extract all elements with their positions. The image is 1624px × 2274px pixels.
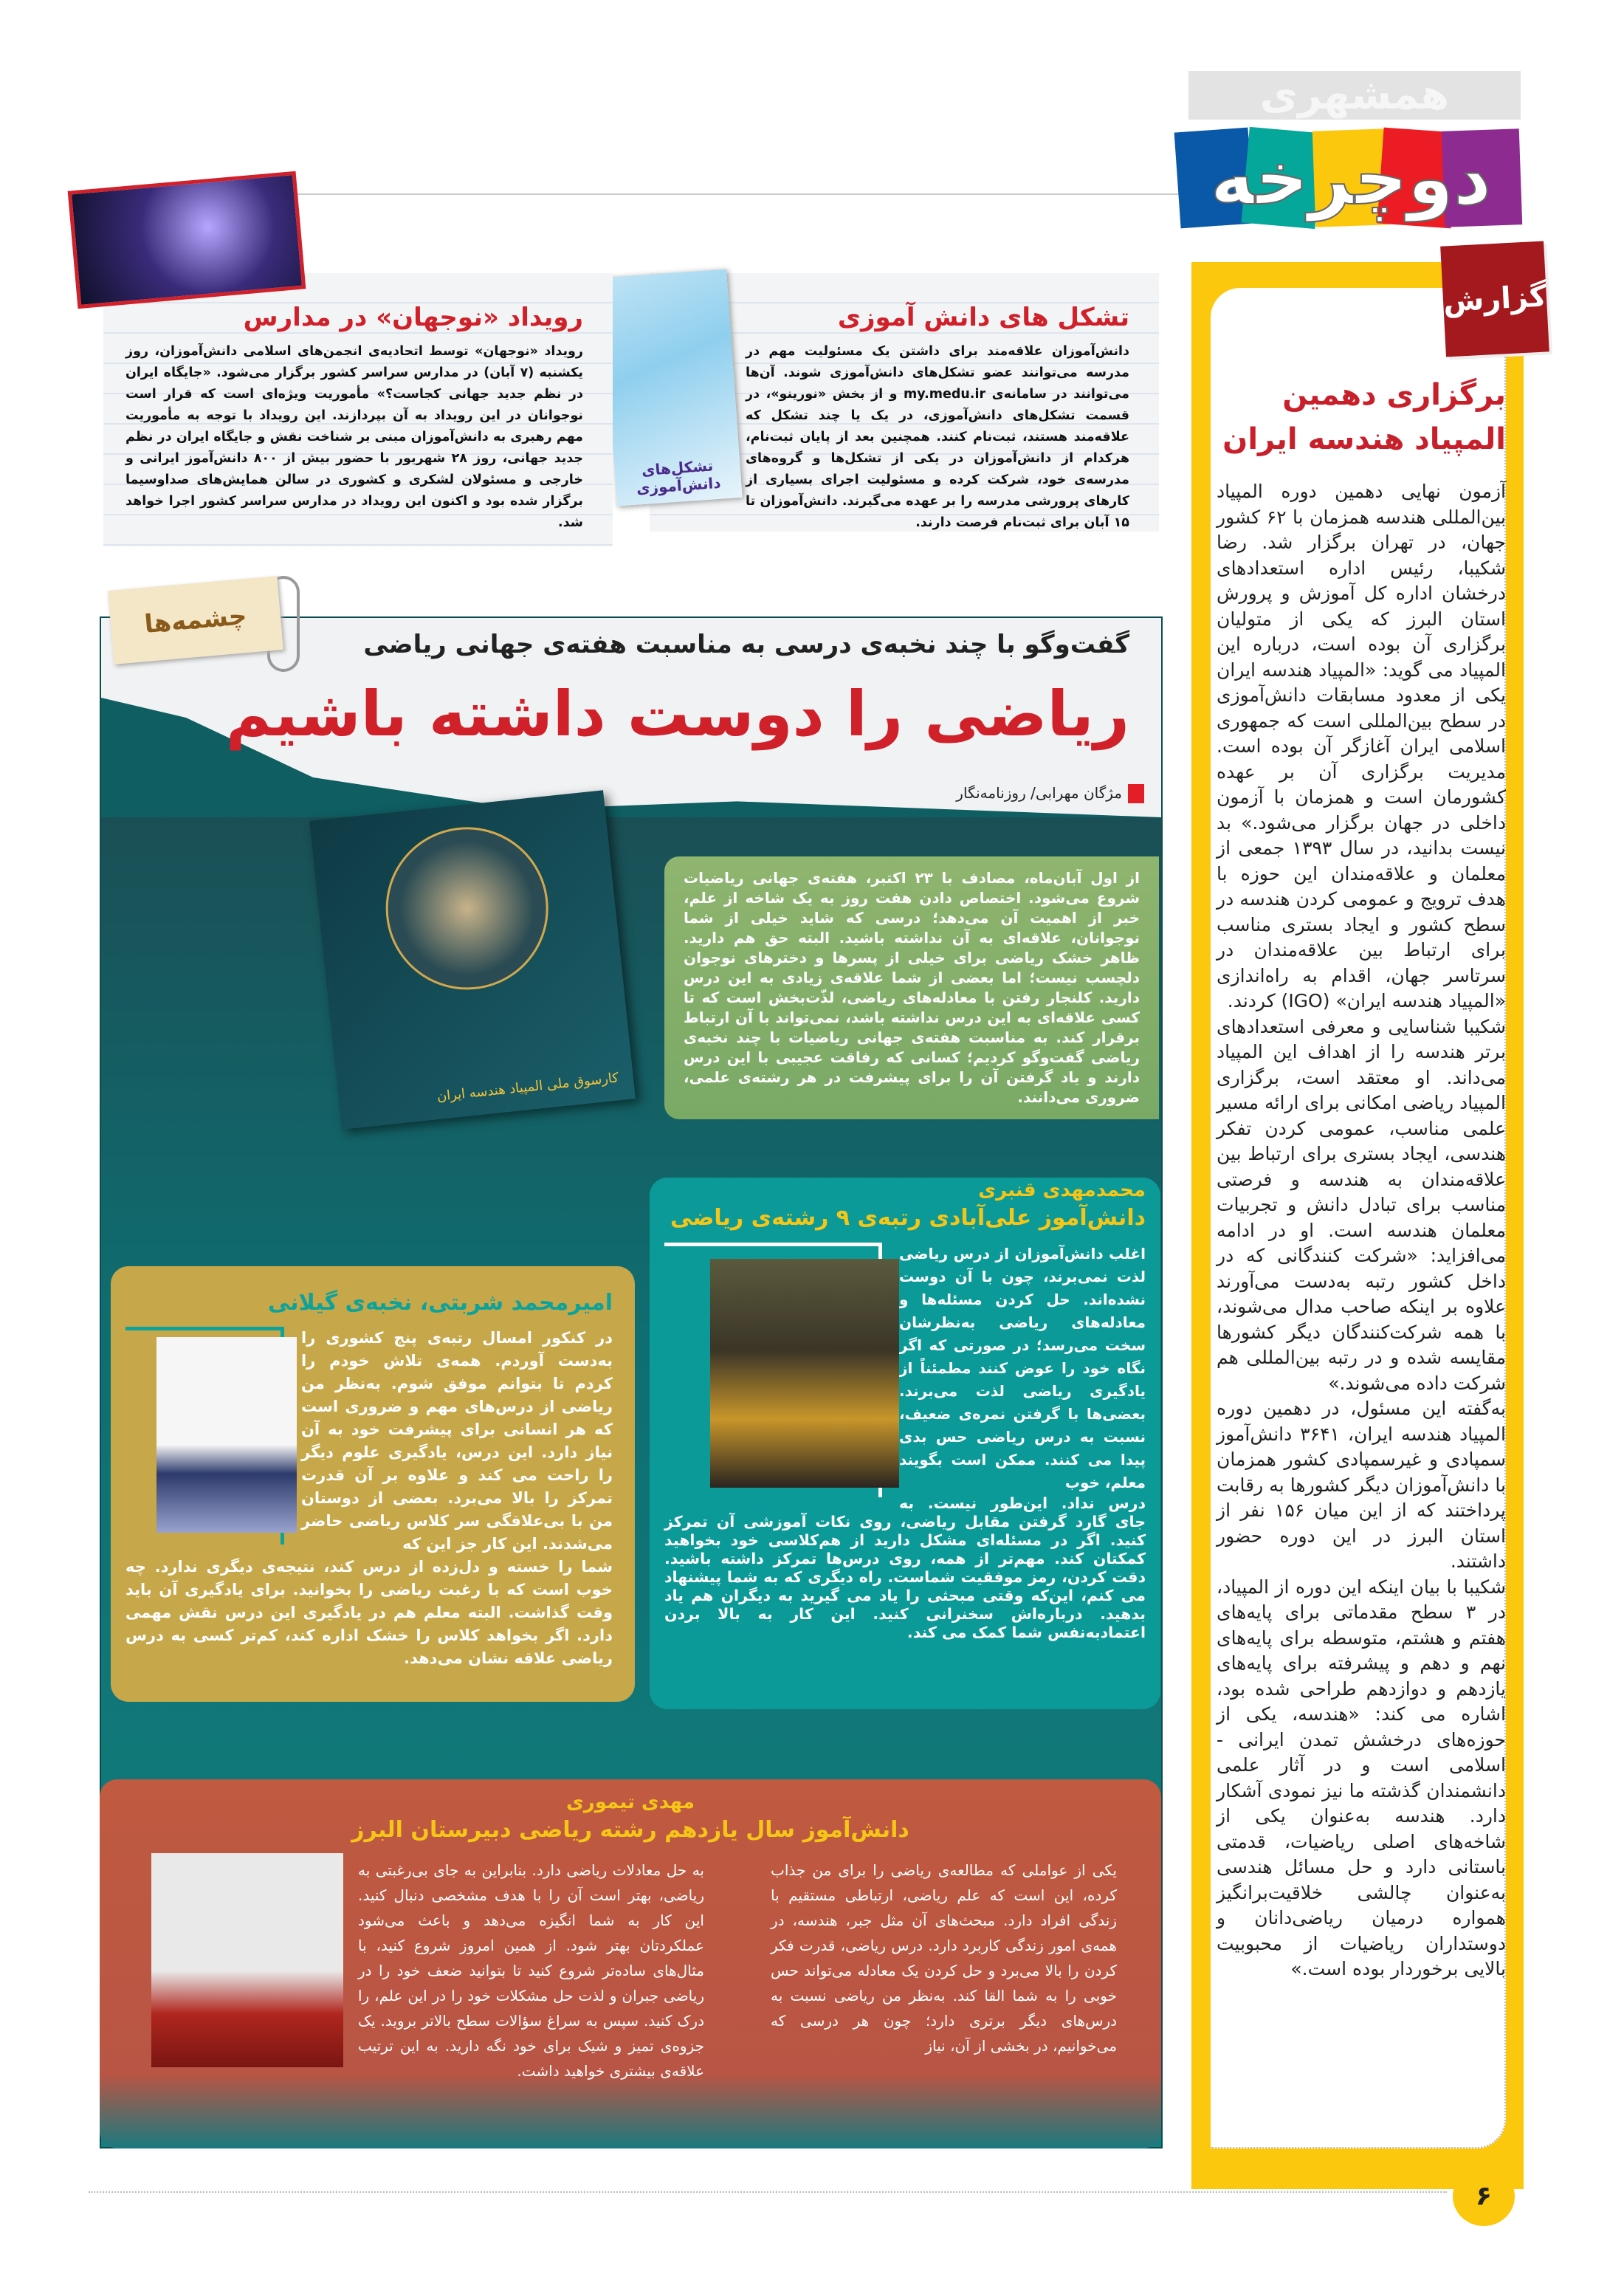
report-body bbox=[1217, 479, 1506, 1982]
interviewee-name: امیرمحمد شربتی، نخبه‌ی گیلانی bbox=[267, 1290, 613, 1316]
report-title bbox=[1217, 373, 1506, 461]
interview-text: در کنکور امسال رتبه‌ی پنج کشوری را به‌دست آوردم. همه‌ی تلاش خودم را کردم تا بتوانم موفق شوم. به‌نظر من ریاضی از درس‌های مهم و ضروری است که هر انسانی برای پیشرفت خود به آن نیاز دارد. این درس، یادگیری علوم دیگر را راحت می کند و علاوه بر آن قدرت تمرکز را بالا می‌برد. بعضی از دوستان من با بی‌علاقگی سر کلاس ریاضی حاضر می‌شدند. این کار جز این که bbox=[301, 1329, 613, 1553]
report-column bbox=[1217, 373, 1506, 1982]
interview-text: اغلب دانش‌آموزان از درس ریاضی لذت نمی‌برند، چون با آن دوست نشده‌اند. حل کردن مسئله‌ها و معادله‌های ریاضی به‌نظرشان سخت می‌رسد؛ در صورتی که اگر نگاه خود را عوض کنند مطمئناً از یادگیری ریاضی لذت می‌برند. بعضی‌ها با گرفتن نمره‌ی ضعیف، نسبت به درس ریاضی حس بدی پیدا می کنند. ممکن است بگویند معلم، خوب bbox=[899, 1245, 1146, 1491]
portrait-photo bbox=[710, 1259, 899, 1488]
photo-block bbox=[664, 1243, 886, 1501]
olympiad-poster bbox=[309, 790, 636, 1130]
photo-block bbox=[125, 1327, 288, 1548]
interviewee-name: محمدمهدی قنبری bbox=[978, 1179, 1146, 1201]
bottom-divider bbox=[89, 2191, 1447, 2193]
feature-headline: ریاضی را دوست داشته باشیم bbox=[225, 678, 1129, 750]
news-body: رویداد «نوجهان» توسط اتحادیه‌ی انجمن‌های اسلامی دانش‌آموزان، روز یکشنبه (۷ آبان) در مدارس سراسر کشور برگزار می‌شود. «جایگاه ایران در نظم جدید جهانی کجاست؟» مأموریت ویژه‌ای است که قرار است نوجوانان در این رویداد به آن بپردازند. این رویداد با توجه به مأموریت مهم رهبری به دانش‌آموزان مبنی بر شناخت نقش و جایگاه ایران در نظم جدید جهانی، روز ۲۸ شهریور با حضور بیش از ۸۰۰ دانش‌آموز ایرانی و خارجی و مسئولان لشکری و کشوری در سالن همایش‌های صداوسیما برگزار شده بود و اکنون این رویداد در مدارس سراسر کشور اجرا خواهد شد. bbox=[125, 344, 584, 530]
paragraph: به‌گفته این مسئول، در دهمین دوره المپیاد هندسه ایران، ۳۶۴۱ دانش‌آموز سمپادی و غیرسمپادی کشور همزمان با دانش‌آموزان دیگر کشورها به رقابت پرداختند که از این میان ۱۵۶ نفر از استان البرز در این دوره حضور داشتند. bbox=[1217, 1398, 1507, 1572]
author: مژگان مهرابی/ روزنامه‌نگار bbox=[956, 784, 1122, 802]
news-card-nojahan-event bbox=[103, 273, 613, 546]
poster-text: تشکل‌های دانش‌آموزی bbox=[636, 456, 722, 498]
magazine-logo bbox=[1177, 130, 1524, 241]
interview-sharbati bbox=[111, 1266, 635, 1702]
interview-text-column: به حل معادلات ریاضی دارد. بنابراین به جای بی‌رغبتی به ریاضی، بهتر است آن را با هدف مشخصی دنبال کنید. این کار به شما انگیزه می‌دهد و باعث می‌شود عملکردتان بهتر شود. از همین امروز شروع کنید، با مثال‌های ساده‌تر شروع کنید تا بتوانید ضعف خود را در ریاضی جبران و لذت حل مشکلات خود را در این علم، را درک کنید. سپس به سراغ سؤالات سطح بالاتر بروید. یک جزوه‌ی تمیز و شیک برای خود نگه دارید. به این ترتیب علاقه‌ی بیشتری خواهید داشت. bbox=[358, 1861, 704, 2080]
interviewee-name: مهدی تیموری bbox=[565, 1791, 695, 1813]
report-title-line: برگزاری دهمین bbox=[1282, 378, 1506, 412]
section-tag-report: گزارش bbox=[1440, 241, 1549, 357]
geometry-dome-icon bbox=[378, 819, 557, 997]
interview-ghanbari bbox=[650, 1178, 1160, 1709]
page-number: ۶ bbox=[1453, 2167, 1515, 2226]
interview-text-column: یکی از عواملی که مطالعه‌ی ریاضی را برای من جذاب کرده، این است که علم ریاضی، ارتباطی مستقیم با زندگی افراد دارد. مبحث‌های آن مثل جبر، هندسه، در همه‌ی امور زندگی کاربرد دارد. درس ریاضی، قدرت فکر کردن را بالا می‌برد و حل کردن یک معادله می‌تواند حس خوبی را به شما القا کند. به‌نظر من ریاضی نسبت به درس‌های دیگر برتری دارد؛ چون هر درسی که می‌خوانیم، در بخشی از آن، نیاز bbox=[771, 1861, 1117, 2055]
paragraph: شکیبا شناسایی و معرفی استعدادهای برتر هندسه را از اهداف این المپیاد می‌داند. او معتقد است، برگزاری المپیاد ریاضی امکانی برای ارائه مسیر علمی مناسب، عمومی کردن تفکر هندسی، ایجاد بستری برای ارتباط بین علاقه‌مندان به هندسه و فرصتی مناسب برای تبادل دانش و تجربیات معلمان هندسه است. او در ادامه می‌افزاید: «شرکت کنندگانی که در داخل کشور رتبه به‌دست می‌آورند علاوه بر اینکه صاحب مدال می‌شوند، با همه شرکت‌کنندگان دیگر کشورها مقایسه شده و در رتبه بین‌المللی هم شرکت داده می‌شوند.» bbox=[1217, 1015, 1506, 1394]
logo-text: دوچرخه bbox=[1210, 135, 1492, 221]
red-square-icon bbox=[1128, 784, 1144, 803]
interviewee-subtitle: دانش‌آموز سال یازدهم رشته ریاضی دبیرستان البرز bbox=[351, 1817, 909, 1843]
portrait-photo bbox=[156, 1337, 297, 1533]
masthead-background-text: همشهری bbox=[1188, 71, 1521, 120]
byline bbox=[753, 784, 1144, 803]
interview-header bbox=[144, 1790, 1117, 1846]
interview-text: شما را خسته و دل‌زده از درس کند، نتیجه‌ی دیگری ندارد. چه خوب است که با رغبت ریاضی را بخوانید. برای یادگیری آن باید وقت گذاشت. البته معلم هم در یادگیری این درس نقش مهمی دارد. اگر بخواهد کلاس را خشک اداره کند، کم‌تر کسی به درس ریاضی علاقه نشان می‌دهد. bbox=[125, 1558, 613, 1667]
interview-text: درس نداد. این‌طور نیست. به جای گارد گرفتن مقابل ریاضی، روی نکات آموزشی آن تمرکز کنید. اگر در مسئله‌ای مشکل دارید از هم‌کلاسی خود بخواهید کمکتان کند. مهم‌تر از همه، روی درس‌ها تمرکز داشته باشید. دقت کردن، رمز موفقیت شماست. راه دیگری که به شما پیشنهاد می کنم، این‌که وقتی مبحثی را یاد می گیرید به دیگران هم یاد بدهید. درباره‌اش سخنرانی کنید. این کار به بالا بردن اعتمادبه‌نفس شما کمک می کند. bbox=[664, 1494, 1146, 1641]
feature-intro: از اول آبان‌ماه، مصادف با ۲۳ اکتبر، هفته‌ی جهانی ریاضیات شروع می‌شود. اختصاص دادن هفت روز به یک شاخه از علم، خبر از اهمیت آن می‌دهد؛ درسی که شاید خیلی از شما نوجوانان، علاقه‌ای به آن نداشته باشید. البته حق هم دارید. ظاهر خشک ریاضی برای خیلی از پسرها و دخترهای نوجوان دلچسب نیست؛ اما بعضی از شما علاقه‌ی زیادی به این درس دارید. کلنجار رفتن با معادله‌های ریاضی، لذّت‌بخش است که تا کسی علاقه‌ای به این درس نداشته باشد، نمی‌تواند با آن ارتباط برقرار کند. به مناسبت هفته‌ی جهانی ریاضیات با چند نخبه‌ی ریاضی گفت‌وگو کردیم؛ کسانی که رفاقت عجیبی با این درس دارند و یاد گرفتن آن را برای پیشرفت در هر رشته‌ی علمی، ضروری می‌دانند. bbox=[664, 856, 1159, 1119]
poster-image bbox=[601, 269, 742, 506]
portrait-photo bbox=[151, 1853, 343, 2067]
report-title-line: المپیاد هندسه ایران bbox=[1222, 422, 1506, 456]
news-title: رویداد «نوجهان» در مدارس bbox=[243, 303, 583, 332]
paragraph: شکیبا با بیان اینکه این دوره از المپیاد، در ۳ سطح مقدماتی برای پایه‌های هفتم و هشتم، متوسطه برای پایه‌های نهم و دهم و پیشرفته برای پایه‌های یازدهم و دوازدهم طراحی شده بود، اشاره می کند: «هندسه، یکی از حوزه‌های درخشش تمدن ایرانی - اسلامی است و در آثار علمی دانشمندان گذشته ما نیز نمودی آشکار دارد. هندسه به‌عنوان یکی از شاخه‌های اصلی ریاضیات، قدمتی باستانی دارد و حل مسائل هندسی به‌عنوان چالشی خلاقیت‌برانگیز همواره درمیان ریاضی‌دانان و دوستداران ریاضیات از محبوبیت بالایی برخوردار بوده است.» bbox=[1217, 1576, 1506, 1979]
interviewee-subtitle: دانش‌آموز علی‌آبادی رتبه‌ی ۹ رشته‌ی ریاضی bbox=[670, 1205, 1146, 1231]
event-photo bbox=[68, 171, 306, 309]
paragraph: آزمون نهایی دهمین دوره المپیاد بین‌المللی هندسه همزمان با ۶۲ کشور جهان، در تهران برگزار شد. رضا شکیبا، رئیس اداره استعدادهای درخشان اداره کل آموزش و پرورش استان البرز که یکی از متولیان برگزاری آن بوده است، درباره این المپیاد می گوید: «المپیاد هندسه ایران یکی از معدود مسابقات دانش‌آموزی در سطح بین‌المللی است که جمهوری اسلامی ایران آغازگر آن بوده است. مدیریت برگزاری آن بر عهده کشورمان است و همزمان با آزمون داخلی در جهان برگزار می‌شود.» بد نیست بدانید، در سال ۱۳۹۳ جمعی از معلمان و علاقه‌مندان این حوزه با هدف ترویج و عمومی کردن هندسه در سطح کشور و ایجاد بستری مناسب برای ارتباط بین علاقه‌مندان در سرتاسر جهان، اقدام به راه‌اندازی «المپیاد هندسه ایران» (IGO) کردند. bbox=[1217, 481, 1506, 1011]
feature-kicker: گفت‌وگو با چند نخبه‌ی درسی به مناسبت هفته‌ی جهانی ریاضی bbox=[363, 630, 1129, 659]
section-tag-cheshmeha: چشمه‌ها bbox=[108, 576, 283, 664]
news-body: دانش‌آموزان علاقه‌مند برای داشتن یک مسئولیت مهم در مدرسه می‌توانند عضو تشکل‌های دانش‌آموزی شوند. آن‌ها می‌توانند در سامانه‌ی my.medu.ir و از بخش «نورینو»، در قسمت تشکل‌های دانش‌آموزی، در یک یا چند تشکل که علاقه‌مند هستند، ثبت‌نام کنند. همچنین بعد از پایان ثبت‌نام، هرکدام از دانش‌آموزان در یکی از تشکل‌ها و گروه‌های مدرسه‌ی خود، شرکت کرده و مسئولیت اجرای بسیاری از کارهای پرورشی مدرسه را بر عهده می‌گیرند. دانش‌آموزان تا ۱۵ آبان برای ثبت‌نام فرصت دارند. bbox=[746, 344, 1129, 530]
poster-text: کارسوق ملی المپیاد هندسه ایران bbox=[436, 1070, 619, 1105]
news-title: تشکل های دانش آموزی bbox=[837, 303, 1129, 332]
interview-teymouri bbox=[100, 1779, 1161, 2148]
